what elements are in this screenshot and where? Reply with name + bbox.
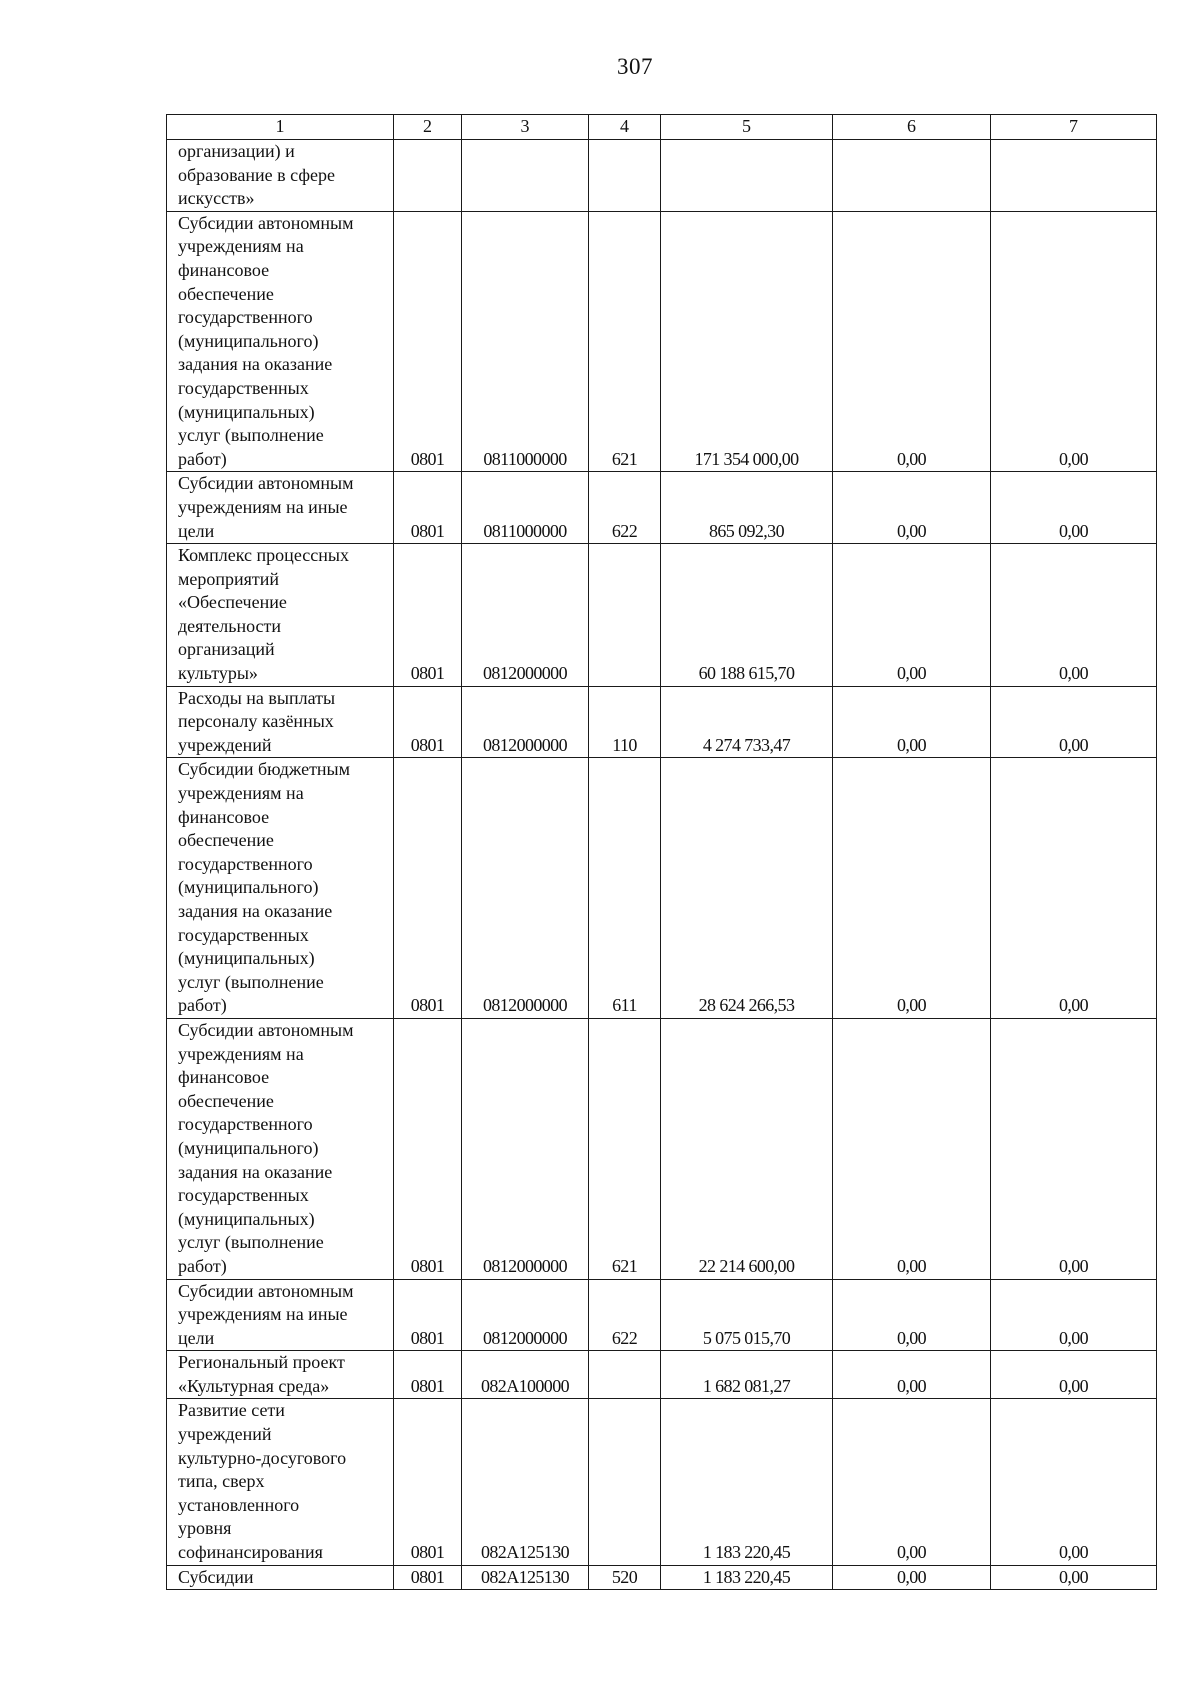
section-code-cell: 0801 xyxy=(394,211,462,472)
expense-type-cell: 622 xyxy=(589,472,661,544)
column-header: 2 xyxy=(394,115,462,140)
expense-type-cell xyxy=(589,544,661,687)
amount-col6-cell: 0,00 xyxy=(833,544,991,687)
table-row xyxy=(167,1565,1157,1590)
section-code-cell: 0801 xyxy=(394,544,462,687)
amount-cell: 1 682 081,27 xyxy=(661,1351,833,1399)
amount-cell: 1 183 220,45 xyxy=(661,1399,833,1565)
expense-type-cell: 622 xyxy=(589,1279,661,1351)
row-name-cell: Субсидии автономным учреждениям на иные цели xyxy=(167,472,394,544)
amount-col7-cell: 0,00 xyxy=(991,544,1157,687)
budget-table xyxy=(166,114,1157,1590)
expense-type-cell xyxy=(589,140,661,212)
amount-col6-cell xyxy=(833,140,991,212)
column-header: 4 xyxy=(589,115,661,140)
table-row xyxy=(167,472,1157,544)
target-article-cell xyxy=(462,140,589,212)
column-header: 6 xyxy=(833,115,991,140)
section-code-cell: 0801 xyxy=(394,1018,462,1279)
target-article-cell: 0812000000 xyxy=(462,758,589,1019)
amount-col7-cell xyxy=(991,140,1157,212)
expense-type-cell: 621 xyxy=(589,211,661,472)
amount-col6-cell: 0,00 xyxy=(833,1018,991,1279)
table-row xyxy=(167,1351,1157,1399)
section-code-cell: 0801 xyxy=(394,1399,462,1565)
amount-cell: 5 075 015,70 xyxy=(661,1279,833,1351)
section-code-cell: 0801 xyxy=(394,1351,462,1399)
column-header: 7 xyxy=(991,115,1157,140)
target-article-cell: 0812000000 xyxy=(462,1018,589,1279)
column-header: 3 xyxy=(462,115,589,140)
row-name-cell: Региональный проект «Культурная среда» xyxy=(167,1351,394,1399)
amount-cell: 1 183 220,45 xyxy=(661,1565,833,1590)
expense-type-cell xyxy=(589,1351,661,1399)
amount-col7-cell: 0,00 xyxy=(991,1279,1157,1351)
amount-cell: 4 274 733,47 xyxy=(661,686,833,758)
table-header-row xyxy=(167,115,1157,140)
amount-col6-cell: 0,00 xyxy=(833,758,991,1019)
section-code-cell: 0801 xyxy=(394,1565,462,1590)
section-code-cell xyxy=(394,140,462,212)
row-name-cell: Комплекс процессных мероприятий «Обеспечение деятельности организаций культуры» xyxy=(167,544,394,687)
amount-cell: 171 354 000,00 xyxy=(661,211,833,472)
table-row xyxy=(167,1018,1157,1279)
target-article-cell: 082А100000 xyxy=(462,1351,589,1399)
amount-col6-cell: 0,00 xyxy=(833,472,991,544)
expense-type-cell xyxy=(589,1399,661,1565)
expense-type-cell: 611 xyxy=(589,758,661,1019)
target-article-cell: 0812000000 xyxy=(462,1279,589,1351)
section-code-cell: 0801 xyxy=(394,1279,462,1351)
table-row xyxy=(167,140,1157,212)
table-body xyxy=(167,115,1157,1590)
row-name-cell: организации) и образование в сфере искусств» xyxy=(167,140,394,212)
row-name-cell: Субсидии xyxy=(167,1565,394,1590)
column-header: 1 xyxy=(167,115,394,140)
table-row xyxy=(167,686,1157,758)
amount-col7-cell: 0,00 xyxy=(991,472,1157,544)
target-article-cell: 082А125130 xyxy=(462,1565,589,1590)
expense-type-cell: 520 xyxy=(589,1565,661,1590)
amount-cell: 28 624 266,53 xyxy=(661,758,833,1019)
amount-col7-cell: 0,00 xyxy=(991,758,1157,1019)
row-name-cell: Субсидии автономным учреждениям на финансовое обеспечение государственного (муниципального) задания на оказание государственных (муниципальных) услуг (выполнение работ) xyxy=(167,1018,394,1279)
target-article-cell: 0812000000 xyxy=(462,544,589,687)
amount-col7-cell: 0,00 xyxy=(991,1351,1157,1399)
section-code-cell: 0801 xyxy=(394,686,462,758)
section-code-cell: 0801 xyxy=(394,472,462,544)
expense-type-cell: 621 xyxy=(589,1018,661,1279)
amount-col7-cell: 0,00 xyxy=(991,211,1157,472)
column-header: 5 xyxy=(661,115,833,140)
amount-col7-cell: 0,00 xyxy=(991,1399,1157,1565)
amount-cell: 865 092,30 xyxy=(661,472,833,544)
amount-col6-cell: 0,00 xyxy=(833,1565,991,1590)
table-row xyxy=(167,1399,1157,1565)
target-article-cell: 0811000000 xyxy=(462,211,589,472)
target-article-cell: 082А125130 xyxy=(462,1399,589,1565)
row-name-cell: Субсидии автономным учреждениям на финансовое обеспечение государственного (муниципального) задания на оказание государственных (муниципальных) услуг (выполнение работ) xyxy=(167,211,394,472)
amount-cell: 60 188 615,70 xyxy=(661,544,833,687)
row-name-cell: Развитие сети учреждений культурно-досугового типа, сверх установленного уровня софинансирования xyxy=(167,1399,394,1565)
amount-col7-cell: 0,00 xyxy=(991,686,1157,758)
row-name-cell: Субсидии бюджетным учреждениям на финансовое обеспечение государственного (муниципального) задания на оказание государственных (муниципальных) услуг (выполнение работ) xyxy=(167,758,394,1019)
table-row xyxy=(167,544,1157,687)
amount-col6-cell: 0,00 xyxy=(833,686,991,758)
amount-cell: 22 214 600,00 xyxy=(661,1018,833,1279)
amount-cell xyxy=(661,140,833,212)
target-article-cell: 0811000000 xyxy=(462,472,589,544)
row-name-cell: Субсидии автономным учреждениям на иные цели xyxy=(167,1279,394,1351)
section-code-cell: 0801 xyxy=(394,758,462,1019)
target-article-cell: 0812000000 xyxy=(462,686,589,758)
row-name-cell: Расходы на выплаты персоналу казённых учреждений xyxy=(167,686,394,758)
amount-col7-cell: 0,00 xyxy=(991,1018,1157,1279)
amount-col6-cell: 0,00 xyxy=(833,1351,991,1399)
amount-col6-cell: 0,00 xyxy=(833,211,991,472)
table-row xyxy=(167,211,1157,472)
page-number: 307 xyxy=(617,54,653,79)
table-row xyxy=(167,1279,1157,1351)
amount-col7-cell: 0,00 xyxy=(991,1565,1157,1590)
amount-col6-cell: 0,00 xyxy=(833,1399,991,1565)
expense-type-cell: 110 xyxy=(589,686,661,758)
amount-col6-cell: 0,00 xyxy=(833,1279,991,1351)
table-row xyxy=(167,758,1157,1019)
